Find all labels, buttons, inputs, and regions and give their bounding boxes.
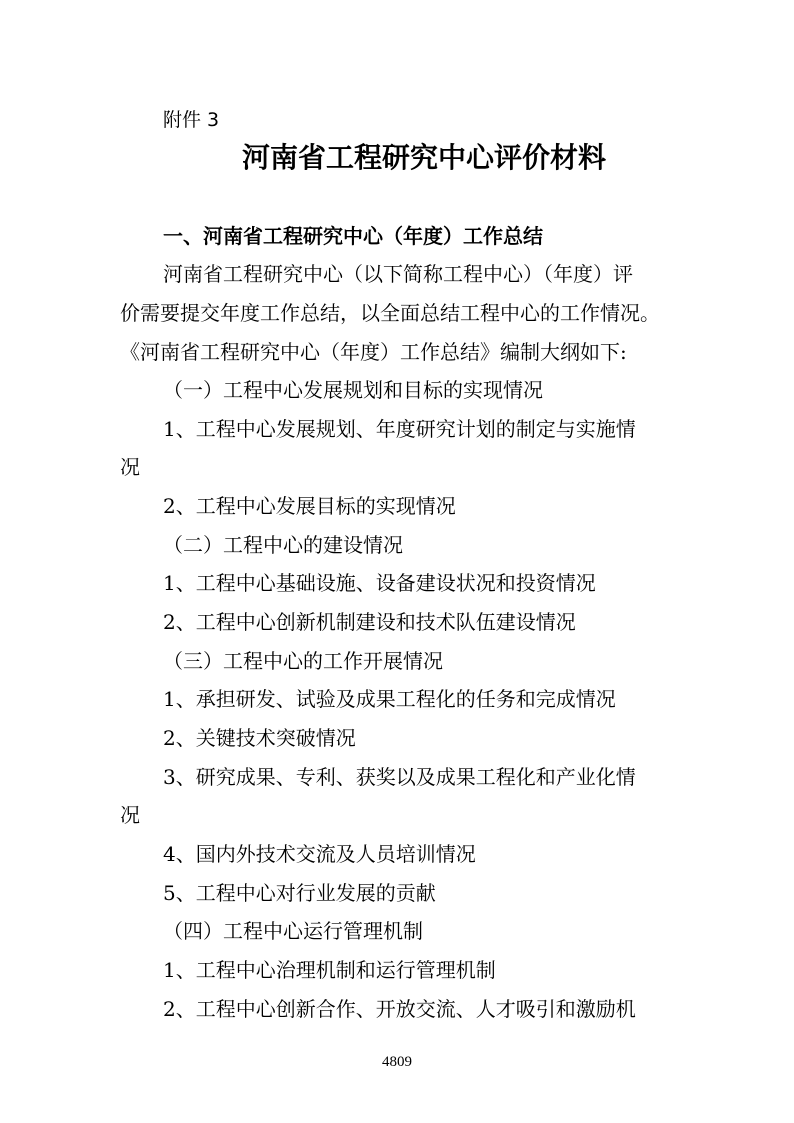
outline-part-1-title: （一）工程中心发展规划和目标的实现情况 [163, 378, 543, 402]
outline-part-3-item-2: 2、关键技术突破情况 [163, 726, 356, 750]
outline-part-4-title: （四）工程中心运行管理机制 [163, 919, 423, 943]
document-title: 河南省工程研究中心评价材料 [241, 141, 606, 174]
outline-part-3-item-1: 1、承担研发、试验及成果工程化的任务和完成情况 [163, 687, 616, 711]
outline-part-1-item-2: 2、工程中心发展目标的实现情况 [163, 494, 456, 518]
intro-line-1: 河南省工程研究中心（以下简称工程中心）（年度）评 [163, 262, 633, 286]
attachment-label: 附件 3 [163, 109, 220, 131]
intro-line-2: 价需要提交年度工作总结，以全面总结工程中心的工作情况。 [120, 301, 660, 325]
outline-part-4-item-1: 1、工程中心治理机制和运行管理机制 [163, 958, 496, 982]
section-heading: 一、河南省工程研究中心（年度）工作总结 [163, 224, 543, 248]
outline-part-3-item-3: 3、研究成果、专利、获奖以及成果工程化和产业化情 [163, 765, 636, 789]
outline-part-4-item-2: 2、工程中心创新合作、开放交流、人才吸引和激励机 [163, 997, 636, 1021]
outline-part-2-title: （二）工程中心的建设情况 [163, 533, 403, 557]
outline-part-2-item-1: 1、工程中心基础设施、设备建设状况和投资情况 [163, 571, 596, 595]
intro-line-3: 《河南省工程研究中心（年度）工作总结》编制大纲如下: [120, 340, 627, 364]
page-number: 4809 [382, 1054, 412, 1070]
outline-part-3-item-5: 5、工程中心对行业发展的贡献 [163, 881, 436, 905]
outline-part-1-item-1-continued: 况 [120, 455, 140, 479]
outline-part-1-item-1: 1、工程中心发展规划、年度研究计划的制定与实施情 [163, 417, 636, 441]
outline-part-3-item-3-continued: 况 [120, 803, 140, 827]
outline-part-2-item-2: 2、工程中心创新机制建设和技术队伍建设情况 [163, 610, 576, 634]
outline-part-3-title: （三）工程中心的工作开展情况 [163, 649, 443, 673]
outline-part-3-item-4: 4、国内外技术交流及人员培训情况 [163, 842, 476, 866]
